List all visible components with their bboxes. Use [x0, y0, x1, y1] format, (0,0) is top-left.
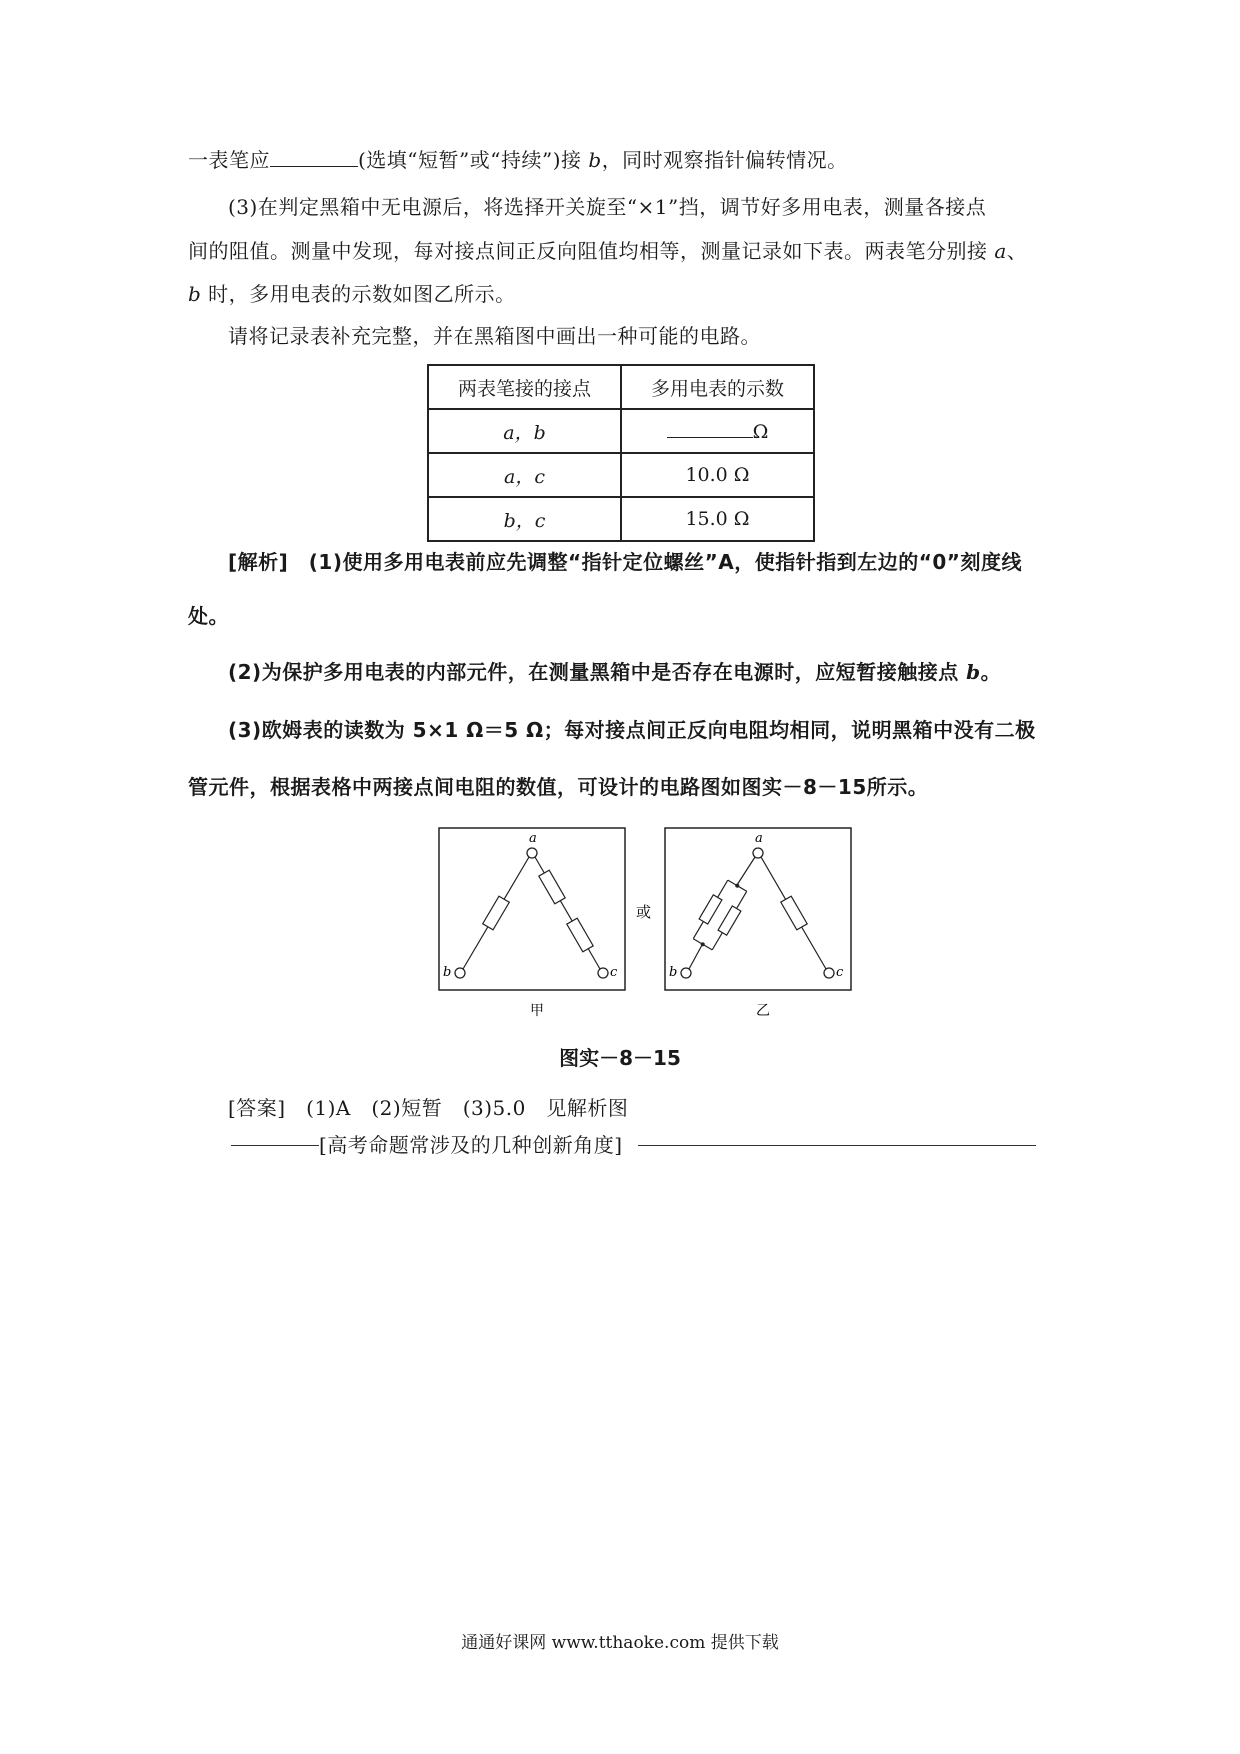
circuit-jia — [439, 828, 625, 990]
node-label-c: c — [836, 965, 844, 980]
instruction-line: 请将记录表补充完整，并在黑箱图中画出一种可能的电路。 — [228, 324, 761, 348]
sub-label-yi: 乙 — [756, 1003, 770, 1019]
analysis-line-4: (3)欧姆表的读数为 5×1 Ω＝5 Ω；每对接点间正反向电阻均相同，说明黑箱中没有二极 — [228, 718, 1036, 742]
record-table — [427, 364, 815, 542]
header-cell: 多用电表的示数 — [621, 365, 814, 409]
analysis-line-2: 处。 — [188, 604, 229, 628]
or-label: 或 — [636, 903, 652, 921]
sub-label-jia: 甲 — [530, 1003, 544, 1019]
text-line-1: 一表笔应 (选填“短暂”或“持续”)接 b，同时观察指针偏转情况。 — [188, 148, 848, 172]
text-line-2: (3)在判定黑箱中无电源后，将选择开关旋至“×1”挡，调节好多用电表，测量各接点 — [228, 195, 987, 219]
figure-caption: 图实－8－15 — [559, 1046, 681, 1070]
node-a — [753, 848, 763, 858]
pair-cell: b，c — [428, 497, 621, 541]
text-line-3: 间的阻值。测量中发现，每对接点间正反向阻值均相等，测量记录如下表。两表笔分别接 a、 — [188, 239, 1028, 263]
analysis-line-3: (2)为保护多用电表的内部元件，在测量黑箱中是否存在电源时，应短暂接触接点 b。 — [228, 660, 1002, 684]
analysis-line-5: 管元件，根据表格中两接点间电阻的数值，可设计的电路图如图实－8－15所示。 — [188, 775, 929, 799]
value-cell: Ω — [621, 409, 814, 453]
node-label-b: b — [443, 965, 452, 980]
node-c — [598, 968, 608, 978]
node-label-a: a — [529, 831, 537, 846]
header-cell: 两表笔接的接点 — [428, 365, 621, 409]
value-cell: 10.0 Ω — [621, 453, 814, 497]
answer-line: [答案] (1)A (2)短暂 (3)5.0 见解析图 — [228, 1096, 629, 1120]
table-header-row — [428, 365, 814, 409]
circuit-yi — [665, 828, 851, 990]
divider-left — [231, 1145, 319, 1146]
pair-cell: a，b — [428, 409, 621, 453]
resistor — [718, 906, 741, 935]
value-cell: 15.0 Ω — [621, 497, 814, 541]
node-b — [681, 968, 691, 978]
resistor — [483, 896, 510, 930]
table-row — [428, 453, 814, 497]
answer-blank — [667, 419, 753, 438]
answer-blank — [270, 148, 358, 167]
pair-cell: a，c — [428, 453, 621, 497]
resistor — [699, 895, 722, 924]
text-line-4: b 时，多用电表的示数如图乙所示。 — [188, 282, 516, 306]
analysis-line-1: [解析] (1)使用多用电表前应先调整“指针定位螺丝”A，使指针指到左边的“0”刻度线 — [228, 550, 1022, 574]
node-c — [824, 968, 834, 978]
section-heading: [高考命题常涉及的几种创新角度] — [319, 1133, 623, 1157]
table-row — [428, 409, 814, 453]
resistor — [539, 870, 565, 904]
node-a — [527, 848, 537, 858]
circuit-figures — [438, 827, 858, 1027]
divider-right — [638, 1145, 1036, 1146]
footer-watermark: 通通好课网 www.tthaoke.com 提供下载 — [461, 1633, 779, 1653]
resistor — [781, 896, 807, 930]
node-label-b: b — [669, 965, 678, 980]
node-label-c: c — [610, 965, 618, 980]
node-label-a: a — [755, 831, 763, 846]
resistor — [567, 918, 593, 952]
node-b — [455, 968, 465, 978]
table-row — [428, 497, 814, 541]
